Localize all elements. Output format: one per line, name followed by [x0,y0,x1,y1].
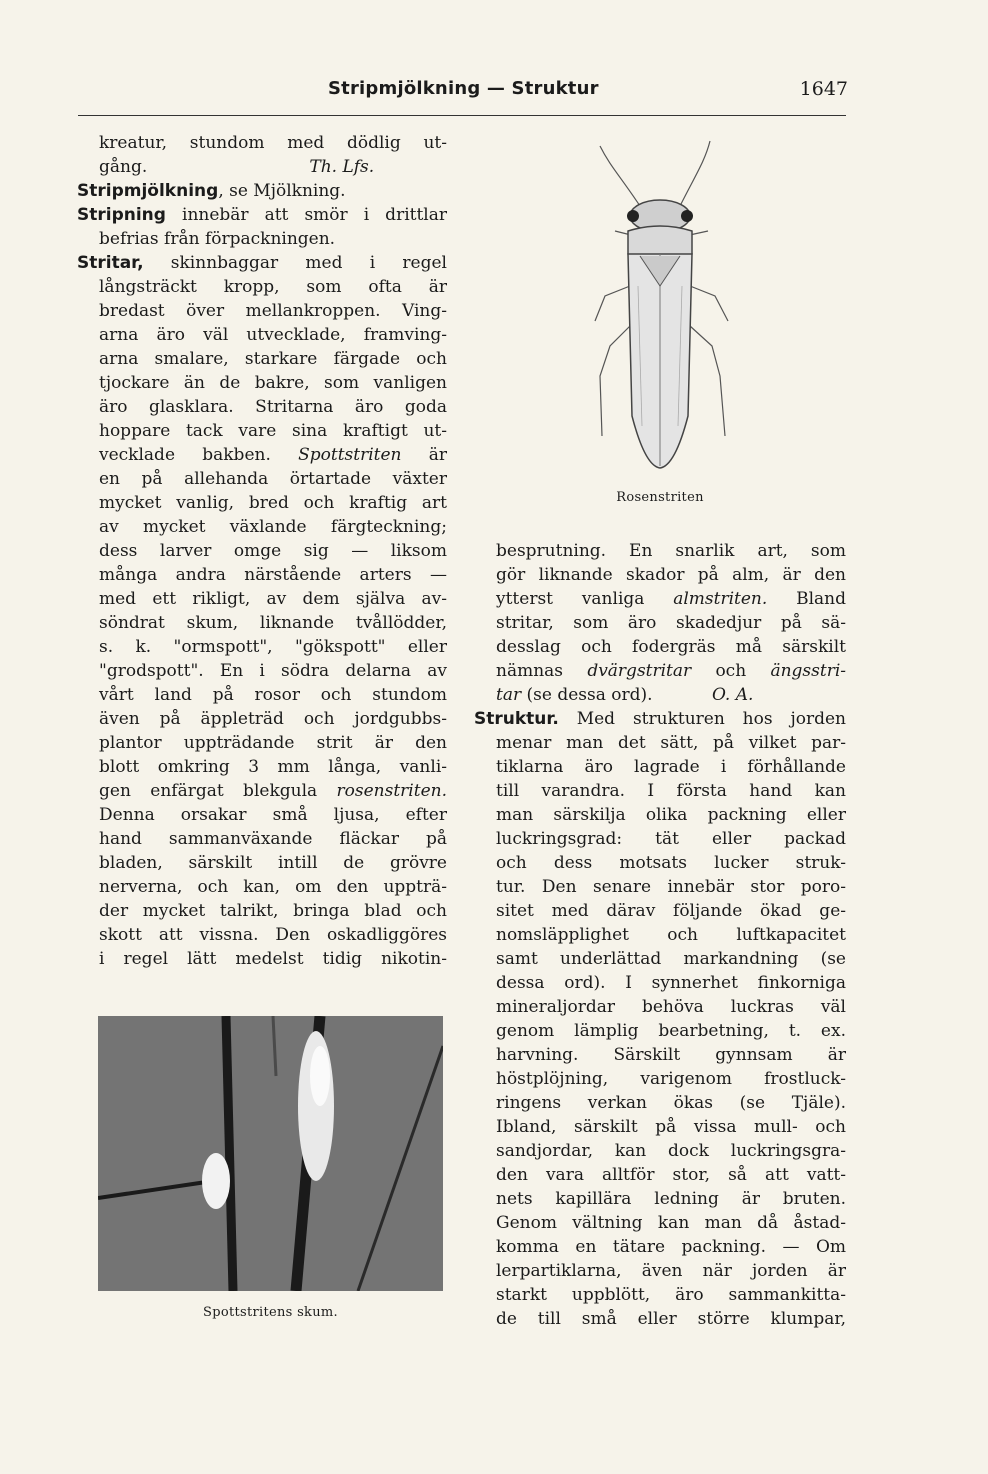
text-run: man särskilja olika packning eller [496,805,846,825]
text-line [474,827,846,851]
text-line [474,995,846,1019]
text-run: Denna orsakar små ljusa, efter [99,805,447,825]
text-run: äro glasklara. Stritarna äro goda [99,397,447,417]
text-run: arna äro väl utvecklade, framving- [99,325,447,345]
text-run: många andra närstående arters — [99,565,447,585]
text-run: skinnbaggar med i regel [143,253,447,273]
text-run: Med strukturen hos jorden [558,709,846,729]
running-header [78,78,848,106]
text-line [77,227,447,251]
text-line [77,683,447,707]
text-line [474,1187,846,1211]
text-line [474,947,846,971]
text-line [77,947,447,971]
text-run: nets kapillära ledning är bruten. [496,1189,846,1209]
text-line [474,1163,846,1187]
text-line [77,467,447,491]
text-run: tiklarna äro lagrade i förhållande [496,757,846,777]
text-line [77,491,447,515]
text-line [77,923,447,947]
text-line [474,731,846,755]
header-rule [78,115,846,116]
text-run: s. k. "ormspott", "gökspott" eller [99,637,447,657]
text-run: dvärgstritar [587,661,692,681]
text-run: sitet med därav följande ökad ge- [496,901,846,921]
text-line [77,539,447,563]
text-line [77,875,447,899]
text-run: (se dessa ord). [521,685,712,705]
text-line [474,1091,846,1115]
text-run: en på allehanda örtartade växter [99,469,447,489]
text-line [77,251,447,275]
text-run: O. A. [711,685,754,705]
text-run: harvning. Särskilt gynnsam är [496,1045,846,1065]
text-line [474,659,846,683]
text-run: der mycket talrikt, bringa blad och [99,901,447,921]
text-line [77,635,447,659]
text-run: dess larver omge sig — liksom [99,541,447,561]
text-line [474,923,846,947]
text-run: i regel lätt medelst tidig nikotin- [99,949,447,969]
text-run: gång. [99,157,310,177]
text-line [77,347,447,371]
text-run: hoppare tack vare sina kraftigt ut- [99,421,447,441]
text-run: vecklade bakben. [99,445,299,465]
text-run: luckringsgrad: tät eller packad [496,829,846,849]
text-run: Spottstriten [298,445,402,465]
text-run: arna smalare, starkare färgade och [99,349,447,369]
text-line [474,563,846,587]
text-line [77,131,447,155]
text-run: de till små eller större klumpar, [496,1309,846,1329]
text-run: den vara alltför stor, så att vatt- [496,1165,846,1185]
photo-caption: Spottstritens skum. [203,1305,338,1320]
spittle-photo [98,1016,443,1291]
text-line [474,1067,846,1091]
text-run: Stritar, [77,253,144,273]
text-line [77,179,447,203]
rosenstriten-illustration [580,136,740,476]
text-run: samt underlättad markandning (se [496,949,846,969]
text-run: sandjordar, kan dock luckringsgra- [496,1141,846,1161]
text-line [77,755,447,779]
text-line [77,731,447,755]
text-line [474,1115,846,1139]
text-run: nerverna, och kan, om den uppträ- [99,877,447,897]
running-title: Stripmjölkning — Struktur [328,78,599,99]
text-run: med ett rikligt, av dem själva av- [99,589,447,609]
text-run: Bland [767,589,846,609]
text-run: mineraljordar behöva luckras väl [496,997,846,1017]
text-run: av mycket växlande färgteckning; [99,517,447,537]
text-line [77,707,447,731]
text-line [474,803,846,827]
text-line [77,779,447,803]
text-line [77,443,447,467]
text-line [474,851,846,875]
text-run: ytterst vanliga [496,589,674,609]
text-run: blott omkring 3 mm långa, vanli- [99,757,447,777]
text-run: bredast över mellankroppen. Ving- [99,301,447,321]
text-line [474,1283,846,1307]
text-run: Stripmjölkning [77,181,219,201]
text-run: höstplöjning, varigenom frostluck- [496,1069,846,1089]
text-run: menar man det sätt, på vilket par- [496,733,846,753]
text-run: desslag och fodergräs må särskilt [496,637,846,657]
text-line [77,203,447,227]
text-run: även på äppleträd och jordgubbs- [99,709,447,729]
text-run: skott att vissna. Den oskadliggöres [99,925,447,945]
text-run: mycket vanlig, bred och kraftig art [99,493,447,513]
text-line [77,851,447,875]
text-line [77,155,447,179]
text-run: genom lämplig bearbetning, t. ex. [496,1021,846,1041]
text-run: ringens verkan ökas (se Tjäle). [496,1093,846,1113]
right-column [474,539,846,1331]
text-run: komma en tätare packning. — Om [496,1237,846,1257]
text-line [474,1235,846,1259]
text-line [77,419,447,443]
text-run: kreatur, stundom med dödlig ut- [99,133,447,153]
text-run: ängsstri- [770,661,847,681]
text-line [474,1019,846,1043]
insect-caption: Rosenstriten [616,490,704,505]
text-line [77,563,447,587]
text-line [77,299,447,323]
text-run: till varandra. I första hand kan [496,781,846,801]
text-run: är [401,445,447,465]
text-run: Th. Lfs. [309,157,375,177]
text-line [474,707,846,731]
text-run: besprutning. En snarlik art, som [496,541,846,561]
text-run: nämnas [496,661,588,681]
text-line [77,899,447,923]
text-line [474,635,846,659]
text-line [77,659,447,683]
text-run: innebär att smör i drittlar [165,205,447,225]
text-line [77,371,447,395]
text-run: och [691,661,771,681]
text-line [77,803,447,827]
text-run: gör liknande skador på alm, är den [496,565,846,585]
text-run: tjockare än de bakre, som vanligen [99,373,447,393]
text-run: långsträckt kropp, som ofta är [99,277,447,297]
text-run: Ibland, särskilt på vissa mull- och [496,1117,846,1137]
text-run: befrias från förpackningen. [99,229,336,249]
text-line [474,1307,846,1331]
text-run: almstriten. [673,589,768,609]
text-line [474,1139,846,1163]
text-line [77,611,447,635]
text-line [474,539,846,563]
text-line [474,755,846,779]
text-line [474,1043,846,1067]
text-run: Stripning [77,205,166,225]
text-line [474,1211,846,1235]
text-line [77,323,447,347]
text-run: tur. Den senare innebär stor poro- [496,877,846,897]
text-run: Genom vältning kan man då åstad- [496,1213,846,1233]
page-number: 1647 [799,78,848,100]
text-run: hand sammanväxande fläckar på [99,829,447,849]
text-line [474,683,846,707]
text-run: nomsläpplighet och luftkapacitet [496,925,846,945]
text-line [474,779,846,803]
text-run: stritar, som äro skadedjur på sä- [496,613,846,633]
text-run: plantor uppträdande strit är den [99,733,447,753]
text-run: bladen, särskilt intill de grövre [99,853,447,873]
text-line [474,899,846,923]
text-line [474,587,846,611]
text-line [474,875,846,899]
text-line [77,515,447,539]
text-run: rosenstriten. [336,781,447,801]
text-run: lerpartiklarna, även när jorden är [496,1261,846,1281]
text-run: tar [496,685,522,705]
text-line [474,611,846,635]
text-run: Struktur. [474,709,559,729]
text-line [474,971,846,995]
text-line [77,275,447,299]
text-run: vårt land på rosor och stundom [99,685,447,705]
left-column [77,131,447,971]
text-run: , se Mjölkning. [218,181,346,201]
text-line [77,827,447,851]
text-run: dessa ord). I synnerhet finkorniga [496,973,846,993]
text-run: "grodspott". En i södra delarna av [99,661,447,681]
text-run: starkt uppblött, äro sammankitta- [496,1285,846,1305]
text-line [474,1259,846,1283]
text-line [77,587,447,611]
text-line [77,395,447,419]
text-run: och dess motsats lucker struk- [496,853,846,873]
text-run: gen enfärgat blekgula [99,781,337,801]
text-run: söndrat skum, liknande tvållödder, [99,613,447,633]
